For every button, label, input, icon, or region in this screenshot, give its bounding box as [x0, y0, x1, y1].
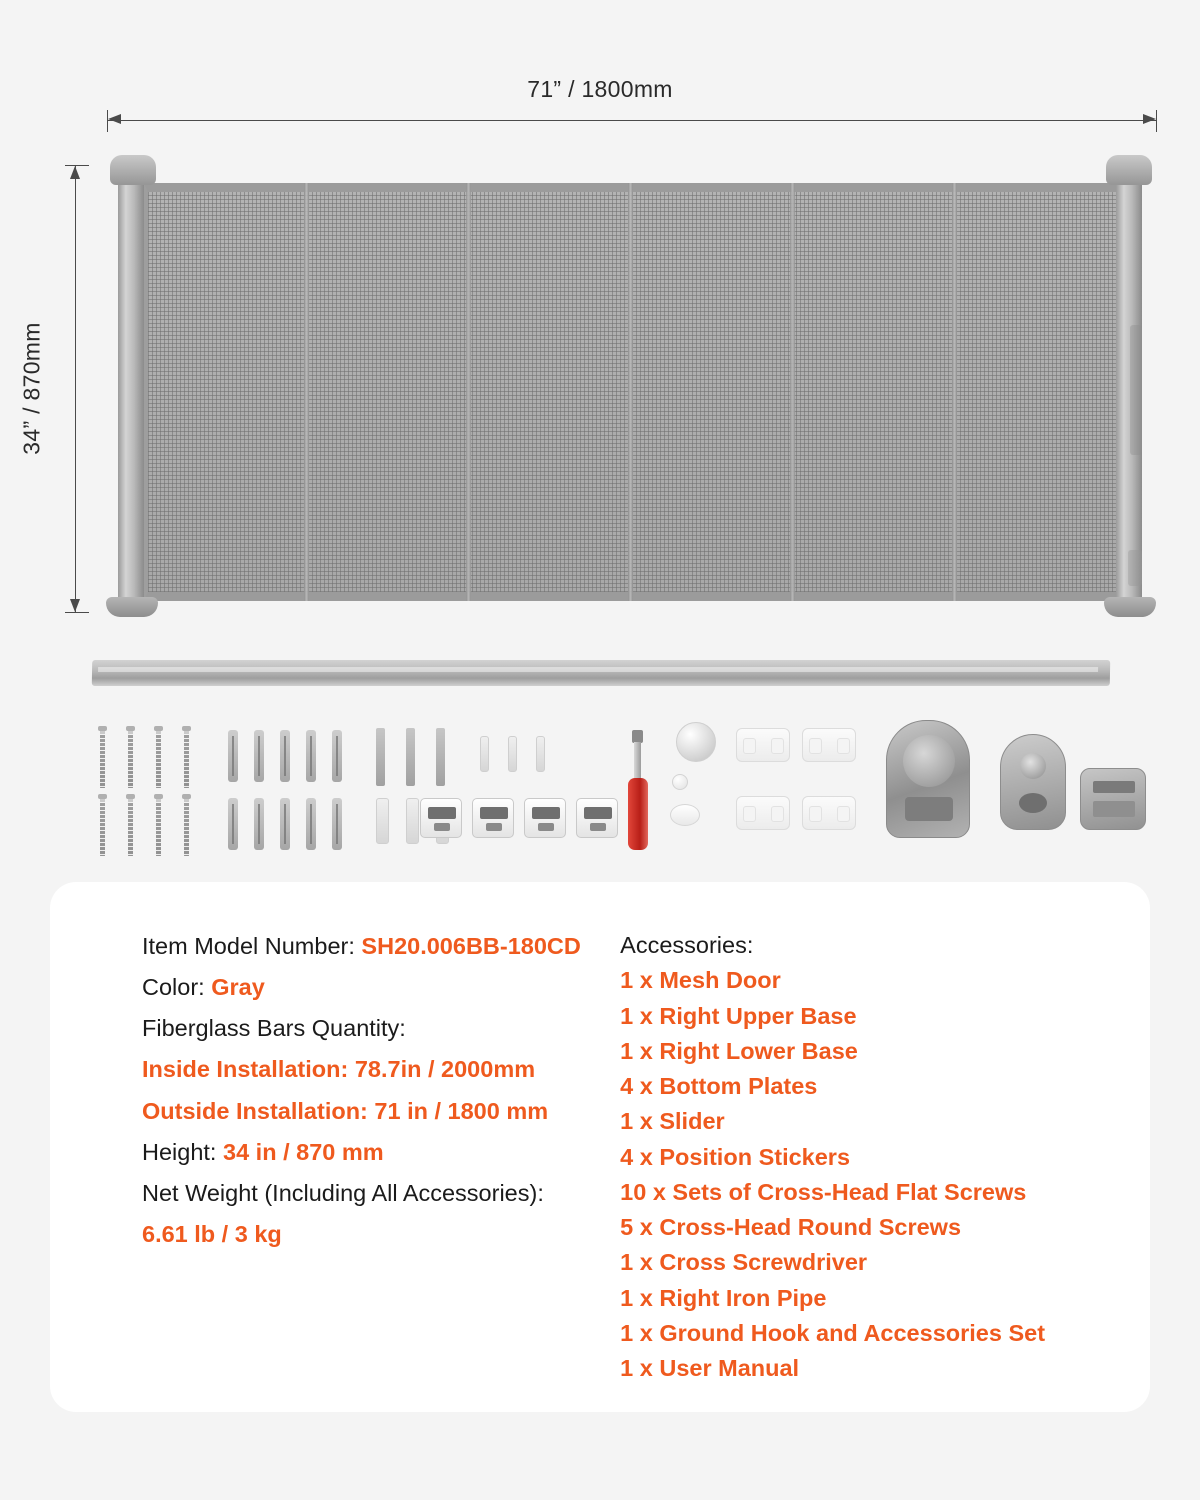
left-post — [118, 173, 144, 603]
outside-installation-line: Outside Installation: 71 in / 1800 mm — [142, 1097, 549, 1124]
height-dimension-label: 34” / 870mm — [18, 322, 45, 455]
right-upper-base — [1106, 155, 1152, 185]
arrow-down-icon — [70, 599, 80, 612]
model-value: SH20.006BB-180CD — [361, 933, 581, 959]
inside-installation-line: Inside Installation: 78.7in / 2000mm — [142, 1056, 536, 1083]
round-cap-icon — [670, 804, 700, 826]
right-lower-base — [1104, 597, 1156, 617]
accessory-parts-tray — [80, 712, 1140, 860]
round-screw-icon — [672, 774, 688, 790]
retractable-mesh-gate-image — [108, 155, 1152, 620]
fiberglass-bar — [628, 183, 633, 601]
width-dimension-label: 71” / 1800mm — [527, 76, 673, 102]
right-iron-pipe — [92, 660, 1110, 686]
left-lower-base — [106, 597, 158, 617]
height-line — [142, 1134, 620, 1171]
list-item: 1 x Ground Hook and Accessories Set — [620, 1319, 1046, 1346]
list-item: 1 x Right Iron Pipe — [620, 1284, 827, 1311]
list-item: 4 x Bottom Plates — [620, 1073, 818, 1099]
height-dimension-cap-bottom — [65, 612, 89, 613]
list-item: 5 x Cross-Head Round Screws — [620, 1214, 962, 1240]
accessories-title: Accessories: — [620, 932, 754, 958]
list-item: 4 x Position Stickers — [620, 1143, 851, 1170]
bars-label: Fiberglass Bars Quantity: — [142, 1015, 406, 1042]
accessories-column — [620, 922, 1104, 1382]
list-item: 1 x Slider — [620, 1108, 725, 1135]
spec-card — [50, 882, 1150, 1412]
arrow-up-icon — [70, 166, 80, 179]
width-dimension-cap-right — [1156, 110, 1157, 132]
weight-value: 6.61 lb / 3 kg — [142, 1220, 282, 1247]
arrow-left-icon — [108, 114, 121, 124]
height-dimension-line — [75, 165, 76, 613]
latch-bar — [1130, 325, 1142, 455]
fiberglass-bar — [466, 183, 471, 601]
list-item: 1 x User Manual — [620, 1355, 800, 1381]
color-value: Gray — [211, 974, 265, 1001]
color-label: Color: — [142, 974, 205, 1001]
slider-icon — [1080, 768, 1146, 830]
height-label: Height: — [142, 1138, 217, 1165]
fiberglass-bar — [790, 183, 795, 601]
screwdriver-handle-icon — [628, 778, 648, 850]
weight-label: Net Weight (Including All Accessories): — [142, 1179, 544, 1206]
list-item: 1 x Cross Screwdriver — [620, 1249, 868, 1276]
mesh-panel — [144, 183, 1124, 601]
list-item: 1 x Mesh Door — [620, 967, 781, 994]
list-item: 1 x Right Upper Base — [620, 1002, 857, 1029]
round-knob-icon — [676, 722, 716, 762]
upper-base-icon — [886, 720, 970, 838]
fiberglass-bar — [952, 183, 957, 601]
color-line — [142, 969, 620, 1006]
model-line — [142, 928, 620, 965]
latch-catch — [1128, 550, 1142, 586]
list-item: 10 x Sets of Cross-Head Flat Screws — [620, 1178, 1027, 1205]
ground-hook-icon — [1000, 734, 1066, 830]
arrow-right-icon — [1143, 114, 1156, 124]
spec-column — [96, 922, 620, 1382]
fiberglass-bar — [304, 183, 309, 601]
width-dimension-line — [107, 120, 1157, 121]
height-value: 34 in / 870 mm — [223, 1138, 384, 1165]
model-label: Item Model Number: — [142, 933, 355, 959]
list-item: 1 x Right Lower Base — [620, 1037, 858, 1064]
left-upper-base — [110, 155, 156, 185]
